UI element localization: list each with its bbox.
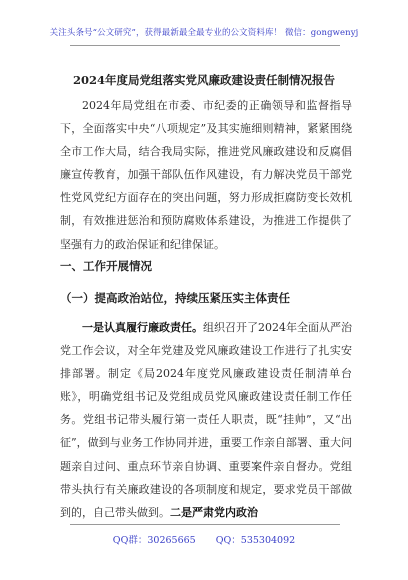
subsection-heading: （一）提高政治站位，持续压紧压实主体责任 xyxy=(60,291,290,305)
top-banner: 关注头条号“公文研究”，获得最新最全最专业的公文资料库！ 微信：gongwenyj xyxy=(49,28,359,38)
footer-qq: QQ：535304092 xyxy=(215,535,296,546)
body-text: 组织召开了2024年全面从严治党工作会议，对全年党建及党风廉政建设工作进行了扎实安排部署。制定《局2024年度党风廉政建设责任制清单台账》，明确党组书记及党组成员党风廉政建设责任制工作任务。党组书记带头履行第一责任人职责，既“挂帅”，又“出征”，做到与业务工作协同并进，重要工作亲自部署、重大问题亲自过问、重点环节亲自协调、重要案件亲自督办。党组带头执行有关廉政建设的各项制度和规定，要求党员干部做到的，自己带头做到。 xyxy=(60,321,352,519)
footer-divider xyxy=(70,524,340,525)
footer-banner xyxy=(0,532,408,546)
intro-paragraph: 2024年局党组在市委、市纪委的正确领导和监督指导下，全面落实中央“八项规定”及其实施细则精神，紧紧围绕全市工作大局，结合我局实际，推进党风廉政建设和反腐倡廉宣传教育，加强干部队伍作风建设，有力解决党员干部党性党风党纪方面存在的突出问题，努力形成拒腐防变长效机制，有效推进惩治和预防腐败体系建设，为推进工作提供了坚强有力的政治保证和纪律保证。 xyxy=(60,99,352,251)
footer-qq-group: QQ群：30265665 xyxy=(112,535,196,546)
body-paragraph xyxy=(60,316,352,524)
body-lead-bold: 一是认真履行廉政责任。 xyxy=(82,321,203,334)
body-tail-bold: 二是严肃党内政治 xyxy=(170,505,258,519)
document-title: 2024年度局党组落实党风廉政建设责任制情况报告 xyxy=(72,73,335,87)
header-divider xyxy=(70,45,340,46)
section-heading: 一、工作开展情况 xyxy=(60,259,152,273)
